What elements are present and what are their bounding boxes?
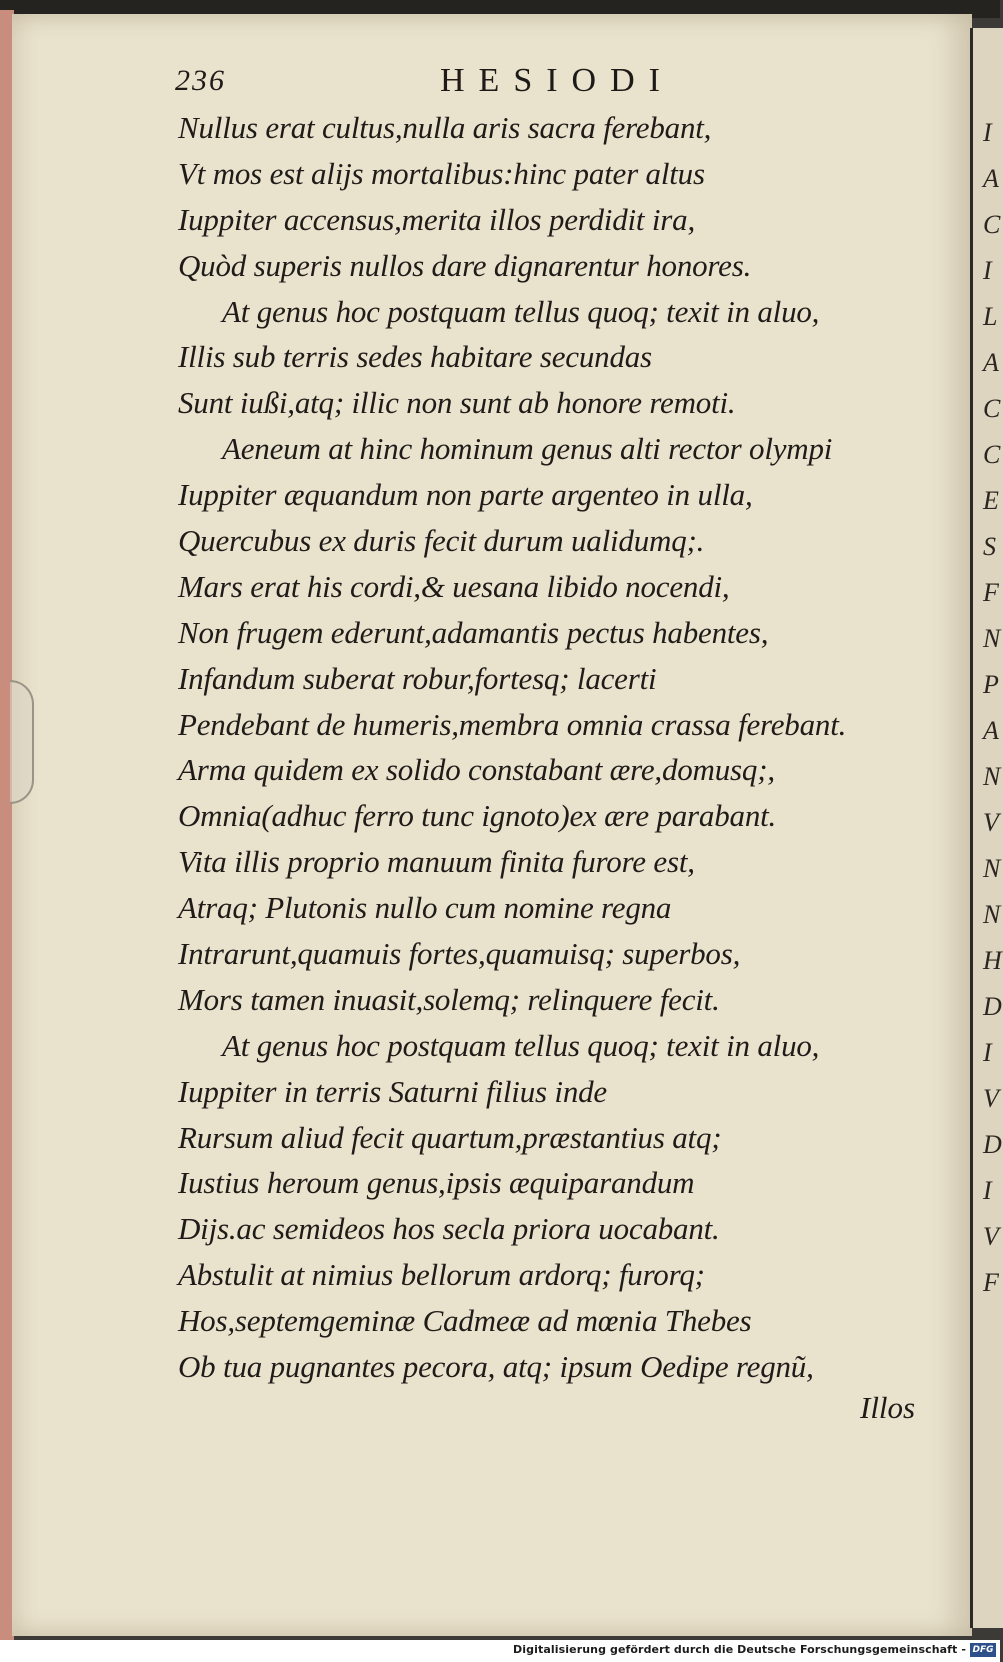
verse-line: Pendebant de humeris,membra omnia crassa ferebant.	[178, 706, 847, 742]
facing-page-letter: E	[983, 486, 999, 515]
page-clip-mark	[10, 680, 34, 804]
dfg-logo: DFG	[970, 1643, 996, 1657]
facing-page-letter: C	[983, 440, 1001, 469]
verse-line: Hos,septemgeminæ Cadmeæ ad mœnia Thebes	[178, 1303, 752, 1339]
facing-page-letter: I	[983, 118, 992, 147]
verse-line: Quercubus ex duris fecit durum ualidumq;.	[178, 523, 705, 559]
facing-page-letter: D	[983, 1130, 1002, 1159]
verse-line: Omnia(adhuc ferro tunc ignoto)ex ære parabant.	[178, 798, 777, 834]
facing-page-letter: F	[983, 578, 999, 607]
verse-line: Infandum suberat robur,fortesq; lacerti	[178, 660, 657, 696]
verse-line: Dijs.ac semideos hos secla priora uocabant.	[178, 1211, 720, 1247]
facing-page-letter: V	[983, 1084, 999, 1113]
facing-page-letter: N	[983, 762, 1001, 791]
facing-page-letter: C	[983, 210, 1001, 239]
verse-line: At genus hoc postquam tellus quoq; texit in aluo,	[222, 293, 820, 329]
facing-page-letter: I	[983, 1038, 992, 1067]
facing-page-letter: D	[983, 992, 1002, 1021]
facing-page-letter: I	[983, 1176, 992, 1205]
facing-page-letter: L	[983, 302, 998, 331]
verse-line: Mors tamen inuasit,solemq; relinquere fecit.	[178, 981, 720, 1017]
verse-line: Iuppiter æquandum non parte argenteo in ulla,	[178, 477, 753, 513]
facing-page-letter: N	[983, 900, 1001, 929]
facing-page-letter: A	[983, 164, 999, 193]
facing-page-letter: V	[983, 1222, 999, 1251]
verse-line: Non frugem ederunt,adamantis pectus habentes,	[178, 614, 769, 650]
page-header	[175, 58, 935, 108]
verse-line: Ob tua pugnantes pecora, atq; ipsum Oedipe regnũ,	[178, 1349, 814, 1385]
facing-page-letter: N	[983, 854, 1001, 883]
facing-page-letter: N	[983, 624, 1001, 653]
catchword: Illos	[860, 1390, 916, 1425]
verse-line: Arma quidem ex solido constabant ære,domusq;,	[178, 752, 775, 788]
verse-line: Iustius heroum genus,ipsis æquiparandum	[178, 1165, 695, 1201]
facing-page-letter: I	[983, 256, 992, 285]
verse-line: Mars erat his cordi,& uesana libido nocendi,	[178, 568, 730, 604]
verse-line: Illis sub terris sedes habitare secundas	[178, 339, 652, 375]
facing-page-letter: F	[983, 1268, 999, 1297]
verse-line: Nullus erat cultus,nulla aris sacra ferebant,	[178, 110, 712, 145]
facing-page-letter: A	[983, 348, 999, 377]
facing-page-edge	[970, 28, 1003, 1628]
facing-page-letter: V	[983, 808, 999, 837]
verse-line: Aeneum at hinc hominum genus alti rector olympi	[222, 431, 833, 467]
verse-line: Vt mos est alijs mortalibus:hinc pater altus	[178, 155, 705, 191]
verse-line: Abstulit at nimius bellorum ardorq; furorq;	[178, 1257, 705, 1293]
verse-line: Iuppiter accensus,merita illos perdidit ira,	[178, 201, 696, 237]
facing-page-letter: P	[983, 670, 999, 699]
verse-line: Rursum aliud fecit quartum,præstantius atq;	[178, 1119, 722, 1155]
facing-page-letter: C	[983, 394, 1001, 423]
digitization-credit: Digitalisierung gefördert durch die Deutsche Forschungsgemeinschaft -	[513, 1643, 966, 1656]
verse-line: Iuppiter in terris Saturni filius inde	[178, 1073, 607, 1109]
verse-line: Vita illis proprio manuum finita furore est,	[178, 844, 695, 880]
poem-text	[178, 110, 948, 1395]
verse-line: Sunt iußi,atq; illic non sunt ab honore remoti.	[178, 385, 736, 421]
verse-line: At genus hoc postquam tellus quoq; texit in aluo,	[222, 1027, 820, 1063]
facing-page-letter: A	[983, 716, 999, 745]
running-title: HESIODI	[440, 62, 674, 99]
verse-line: Atraq; Plutonis nullo cum nomine regna	[178, 890, 672, 926]
facing-page-letter: H	[983, 946, 1002, 975]
facing-page-letter: S	[983, 532, 996, 561]
verse-line: Quòd superis nullos dare dignarentur honores.	[178, 247, 752, 283]
page-number: 236	[175, 64, 226, 97]
verse-line: Intrarunt,quamuis fortes,quamuisq; superbos,	[178, 936, 741, 972]
footer-bar	[0, 1640, 1000, 1662]
